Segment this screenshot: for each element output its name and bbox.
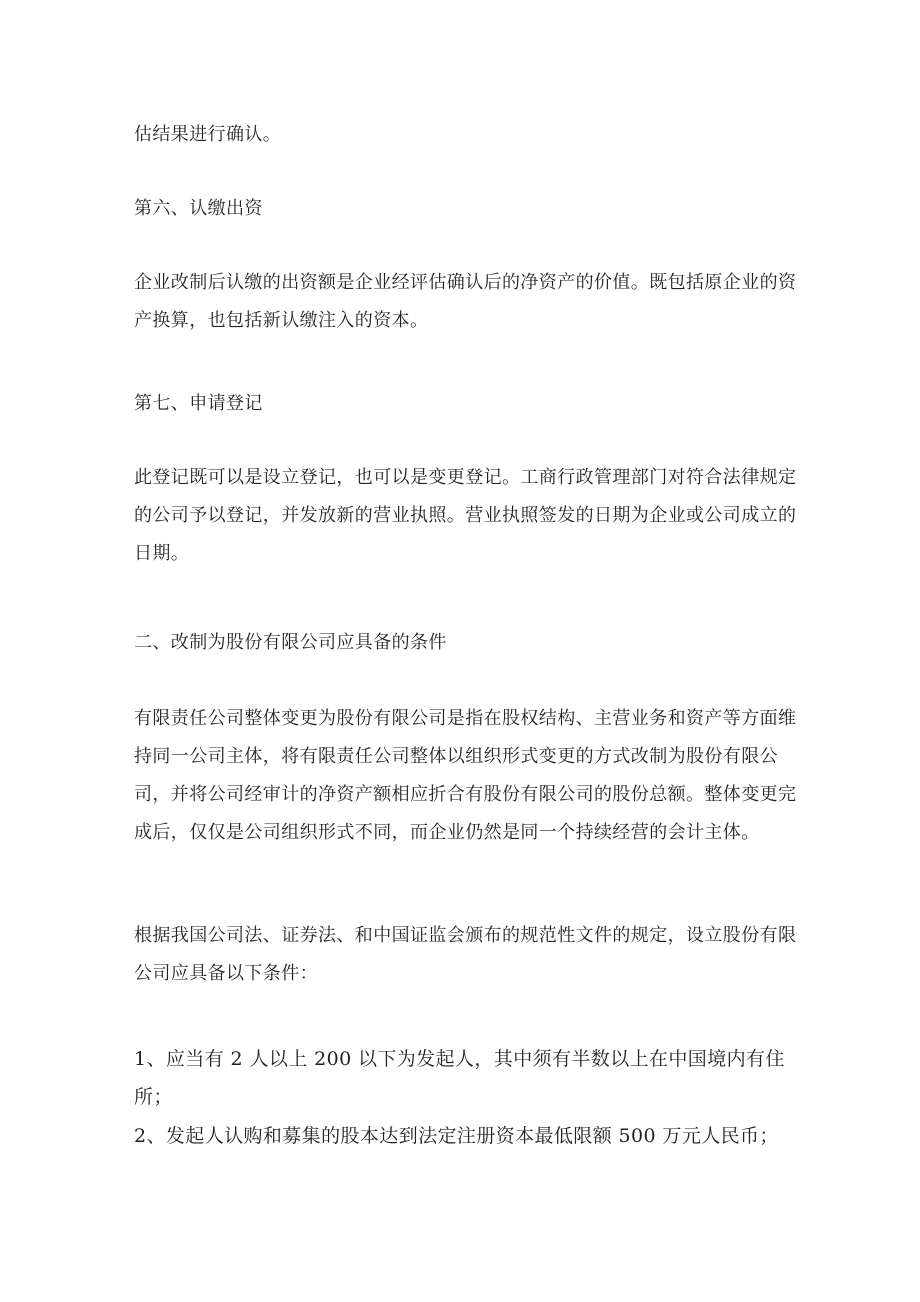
paragraph-continuation: 估结果进行确认。	[134, 124, 282, 145]
section-heading-conditions: 二、改制为股份有限公司应具备的条件	[134, 632, 447, 653]
heading-step-six: 第六、认缴出资	[134, 198, 263, 219]
list-item-2: 2、发起人认购和募集的股本达到法定注册资本最低限额 500 万元人民币；	[134, 1125, 779, 1147]
paragraph-legal-basis: 根据我国公司法、证券法、和中国证监会颁布的规范性文件的规定，设立股份有限公司应具备以下条件：	[134, 925, 797, 984]
list-item-1: 1、应当有 2 人以上 200 以下为发起人，其中须有半数以上在中国境内有住所；	[134, 1048, 785, 1108]
heading-step-seven: 第七、申请登记	[134, 393, 263, 414]
paragraph-registration: 此登记既可以是设立登记，也可以是变更登记。工商行政管理部门对符合法律规定的公司予以登记，并发放新的营业执照。营业执照签发的日期为企业或公司成立的日期。	[134, 467, 797, 564]
paragraph-subscribed-capital: 企业改制后认缴的出资额是企业经评估确认后的净资产的价值。既包括原企业的资产换算，也包括新认缴注入的资本。	[134, 272, 797, 331]
paragraph-overall-change: 有限责任公司整体变更为股份有限公司是指在股权结构、主营业务和资产等方面维持同一公司主体，将有限责任公司整体以组织形式变更的方式改制为股份有限公司，并将公司经审计的净资产额相应折合有股份有限公司的股份总额。整体变更完成后，仅仅是公司组织形式不同，而企业仍然是同一个持续经营的会计主体。	[134, 708, 797, 843]
